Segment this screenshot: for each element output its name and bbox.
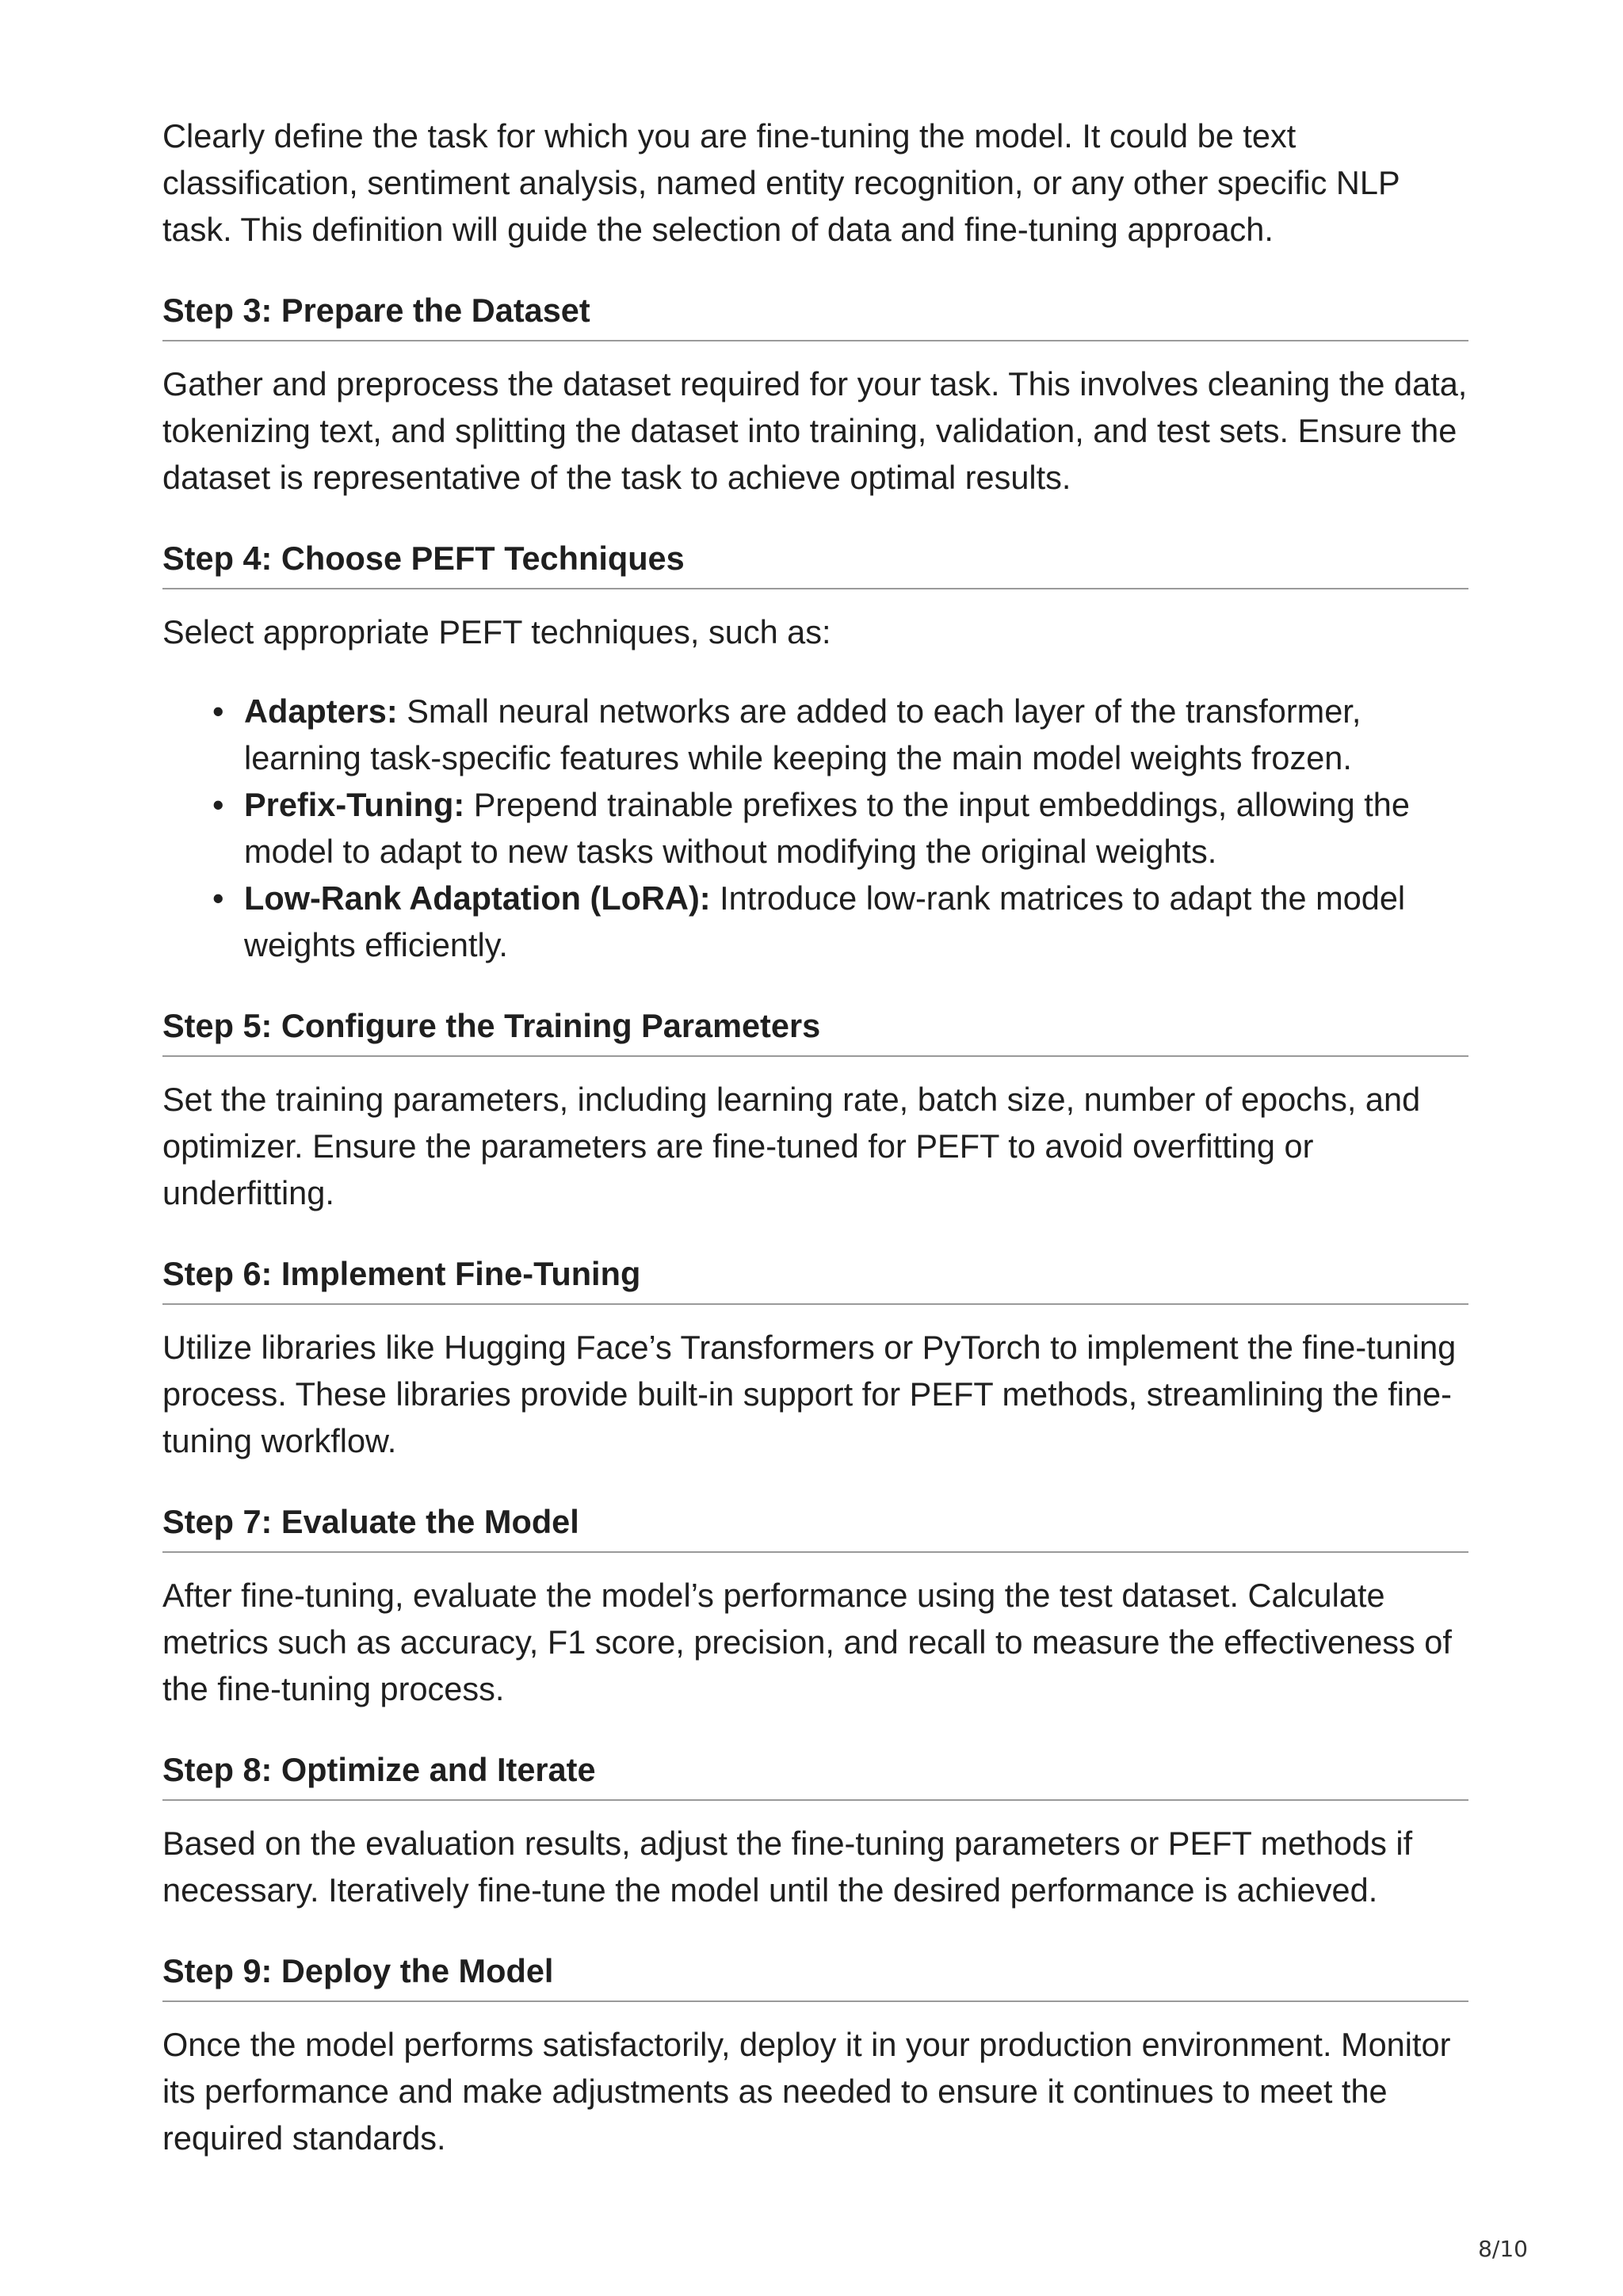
technique-description: Small neural networks are added to each layer of the transformer, learning task-specific features while keeping the main model weights frozen. [244, 692, 1361, 776]
bullet-icon: • [212, 786, 224, 823]
technique-term: Prefix-Tuning: [244, 786, 465, 823]
page-number: 8/10 [1478, 2236, 1528, 2262]
bullet-icon: • [212, 692, 224, 730]
step-4-heading: Step 4: Choose PEFT Techniques [162, 539, 1468, 589]
list-item-adapters [212, 688, 1468, 781]
bullet-icon: • [212, 879, 224, 917]
step-9-heading: Step 9: Deploy the Model [162, 1951, 1468, 2002]
technique-term: Low-Rank Adaptation (LoRA): [244, 879, 711, 917]
step-3-section [162, 291, 1468, 501]
step-6-section [162, 1254, 1468, 1464]
step-3-body: Gather and preprocess the dataset required for your task. This involves cleaning the data, tokenizing text, and splitting the dataset into training, validation, and test sets. Ensure the dataset is representative of the task to achieve optimal results. [162, 365, 1468, 496]
intro-paragraph: Clearly define the task for which you are fine-tuning the model. It could be text classification, sentiment analysis, named entity recognition, or any other specific NLP task. This definition will guide the selection of data and fine-tuning approach. [162, 117, 1400, 248]
step-6-heading: Step 6: Implement Fine-Tuning [162, 1254, 1468, 1305]
peft-techniques-list [162, 688, 1468, 968]
technique-description: Introduce low-rank matrices to adapt the model weights efficiently. [244, 879, 1406, 963]
technique-term: Adapters: [244, 692, 398, 730]
step-8-body: Based on the evaluation results, adjust the fine-tuning parameters or PEFT methods if necessary. Iteratively fine-tune the model until the desired performance is achieved. [162, 1825, 1413, 1909]
step-7-body: After fine-tuning, evaluate the model’s performance using the test dataset. Calculate metrics such as accuracy, F1 score, precision, and recall to measure the effectiveness of the fine-tuning process. [162, 1577, 1452, 1707]
step-3-heading: Step 3: Prepare the Dataset [162, 291, 1468, 341]
step-7-section [162, 1502, 1468, 1712]
list-item-prefix-tuning [212, 781, 1468, 875]
step-9-body: Once the model performs satisfactorily, deploy it in your production environment. Monitor its performance and make adjustments as needed to ensure it continues to meet the required standards. [162, 2026, 1451, 2157]
technique-description: Prepend trainable prefixes to the input embeddings, allowing the model to adapt to new tasks without modifying the original weights. [244, 786, 1410, 870]
step-8-section [162, 1750, 1468, 1913]
step-4-body: Select appropriate PEFT techniques, such as: [162, 613, 831, 650]
step-4-section [162, 539, 1468, 968]
step-6-body: Utilize libraries like Hugging Face’s Transformers or PyTorch to implement the fine-tuning process. These libraries provide built-in support for PEFT methods, streamlining the fine-tuning workflow. [162, 1329, 1457, 1459]
step-7-heading: Step 7: Evaluate the Model [162, 1502, 1468, 1553]
step-5-section [162, 1006, 1468, 1216]
step-9-section [162, 1951, 1468, 2161]
step-8-heading: Step 8: Optimize and Iterate [162, 1750, 1468, 1801]
step-5-heading: Step 5: Configure the Training Parameters [162, 1006, 1468, 1057]
document-page [162, 113, 1468, 2161]
list-item-lora [212, 875, 1468, 968]
step-5-body: Set the training parameters, including learning rate, batch size, number of epochs, and optimizer. Ensure the parameters are fine-tuned for PEFT to avoid overfitting or underfitting. [162, 1081, 1421, 1211]
